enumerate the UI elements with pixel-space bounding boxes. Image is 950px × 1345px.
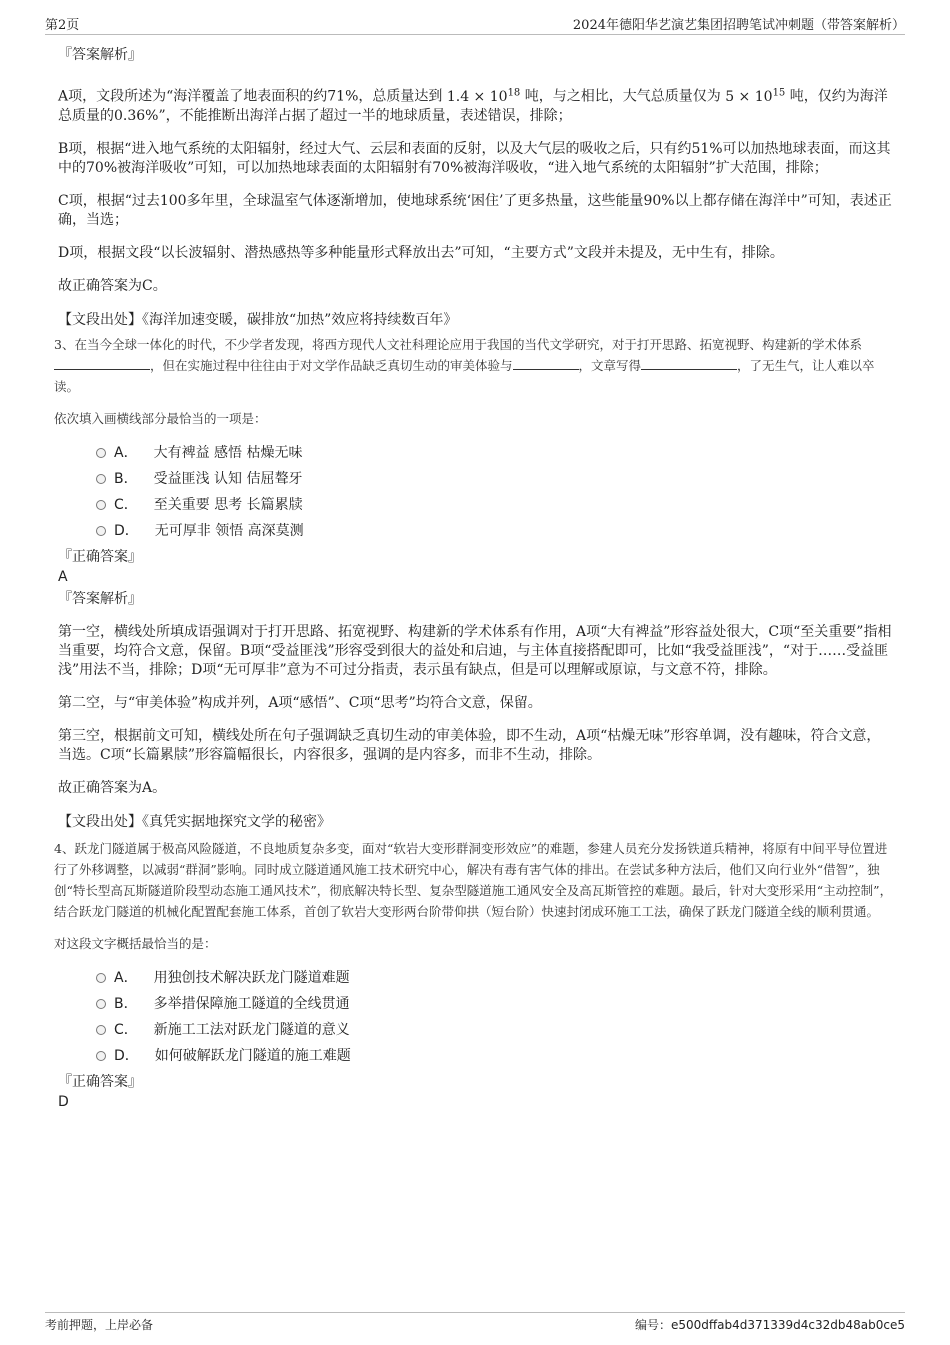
q3-instruction: 依次填入画横线部分最恰当的一项是： [54,410,267,426]
q2-conclusion: 故正确答案为C。 [58,277,167,294]
q3-analysis-title: 『答案解析』 [58,590,142,607]
q3-analysis-2: 第二空，与“审美体验”构成并列，A项“感悟”、C项“思考”均符合文意，保留。 [58,694,542,711]
q3-option-d[interactable]: D． 无可厚非 领悟 高深莫测 [96,518,894,544]
q2-analysis-a: A项，文段所述为“海洋覆盖了地表面积的约71%，总质量达到 $1.4 \times 10^{18}$ 吨，与之相比，大气总质量仅为 $5 \times 10^{15}$ 吨，仅约为海洋总质量的0.36%”，不能推断出海洋占据了超过一半的地球质量，表述错误，排除； [58,87,888,124]
q4-correct-title: 『正确答案』 [58,1073,142,1090]
document-title: 2024年德阳华艺演艺集团招聘笔试冲刺题（带答案解析） [572,18,905,33]
q4-option-c[interactable]: C． 新施工工法对跃龙门隧道的意义 [96,1017,894,1043]
q4-option-a[interactable]: A． 用独创技术解决跃龙门隧道难题 [96,965,894,991]
q4-stem: 4、跃龙门隧道属于极高风险隧道，不良地质复杂多变，面对“软岩大变形群洞变形效应”的难题，参建人员充分发扬铁道兵精神，将原有中间平导位置进行了外移调整，以减弱“群洞”影响。同时成立隧道通风施工技术研究中心，解决有毒有害气体的排出。在尝试多种方法后，他们又向行业外“借智”，独创“特长型高瓦斯隧道阶段型动态施工通风技术”，彻底解决特长型、复杂型隧道施工通风安全及高瓦斯管控的难题。最后，针对大变形采用“主动控制”，结合跃龙门隧道的机械化配置配套施工体系，首创了软岩大变形两台阶带仰拱（短台阶）快速封闭成环施工工法，确保了跃龙门隧道全线的顺利贯通。 [54,840,893,919]
radio-icon[interactable] [96,474,106,484]
q3-analysis-3: 第三空，根据前文可知，横线处所在句子强调缺乏真切生动的审美体验，即不生动，A项“枯燥无味”形容单调，没有趣味，符合文意，当选。C项“长篇累牍”形容篇幅很长，内容很多，强调的是内容多，而非不生动，排除。 [58,727,881,763]
page-header [45,14,905,35]
q3-correct-answer: A [58,568,68,585]
page-number: 第2页 [45,18,80,33]
page-footer [45,1312,905,1336]
radio-icon[interactable] [96,526,106,536]
q4-options [58,965,894,1069]
q4-option-d[interactable]: D． 如何破解跃龙门隧道的施工难题 [96,1043,894,1069]
q3-correct-title: 『正确答案』 [58,548,142,565]
document-code: 编号：e500dffab4d371339d4c32db48ab0ce5 [634,1318,905,1332]
q4-instruction: 对这段文字概括最恰当的是： [54,935,217,951]
q2-analysis-d: D项，根据文段“以长波辐射、潜热感热等多种能量形式释放出去”可知，“主要方式”文段并未提及，无中生有，排除。 [58,244,784,261]
radio-icon[interactable] [96,448,106,458]
q3-analysis-1: 第一空，横线处所填成语强调对于打开思路、拓宽视野、构建新的学术体系有作用，A项“大有裨益”形容益处很大，C项“至关重要”指相当重要，均符合文意，保留。B项“受益匪浅”形容受到很大的益处和启迪，与主体直接搭配即可，比如“我受益匪浅”，“对于……受益匪浅”用法不当，排除；D项“无可厚非”意为不可过分指责，表示虽有缺点，但是可以理解或原谅，与文意不符，排除。 [58,623,892,678]
q2-analysis-title: 『答案解析』 [58,47,142,63]
q4-correct-answer: D [58,1093,69,1110]
q3-stem: 3、在当今全球一体化的时代，不少学者发现，将西方现代人文社科理论应用于我国的当代文学研究，对于打开思路、拓宽视野、构建新的学术体系，但在实施过程中往往由于对文学作品缺乏真切生动的审美体验与 ，文章写得 ，了无生气，让人难以卒读。 [54,336,875,394]
radio-icon[interactable] [96,973,106,983]
q2-analysis-c: C项，根据“过去100多年里，全球温室气体逐渐增加，使地球系统‘困住’了更多热量，这些能量90%以上都存储在海洋中”可知，表述正确，当选； [58,192,892,228]
q3-conclusion: 故正确答案为A。 [58,779,167,796]
q2-source: 【文段出处】《海洋加速变暖，碳排放“加热”效应将持续数百年》 [58,311,458,328]
radio-icon[interactable] [96,500,106,510]
q3-option-b[interactable]: B． 受益匪浅 认知 佶屈聱牙 [96,466,894,492]
q4-option-b[interactable]: B． 多举措保障施工隧道的全线贯通 [96,991,894,1017]
q3-source: 【文段出处】《真凭实据地探究文学的秘密》 [58,813,331,830]
q2-analysis-b: B项，根据“进入地气系统的太阳辐射，经过大气、云层和表面的反射，以及大气层的吸收之后，只有约51%可以加热地球表面，而这其中的70%被海洋吸收”可知，可以加热地球表面的太阳辐射有70%被海洋吸收，“进入地气系统的太阳辐射”扩大范围，排除； [58,140,891,176]
footer-note: 考前押题，上岸必备 [45,1318,154,1332]
page-content [54,46,894,1111]
q3-option-c[interactable]: C． 至关重要 思考 长篇累牍 [96,492,894,518]
q3-blank-3 [641,357,737,370]
q3-blank-1 [54,357,150,370]
q3-option-a[interactable]: A． 大有裨益 感悟 枯燥无味 [96,440,894,466]
q3-blank-2 [513,357,579,370]
radio-icon[interactable] [96,1051,106,1061]
q3-options [58,440,894,544]
radio-icon[interactable] [96,999,106,1009]
radio-icon[interactable] [96,1025,106,1035]
